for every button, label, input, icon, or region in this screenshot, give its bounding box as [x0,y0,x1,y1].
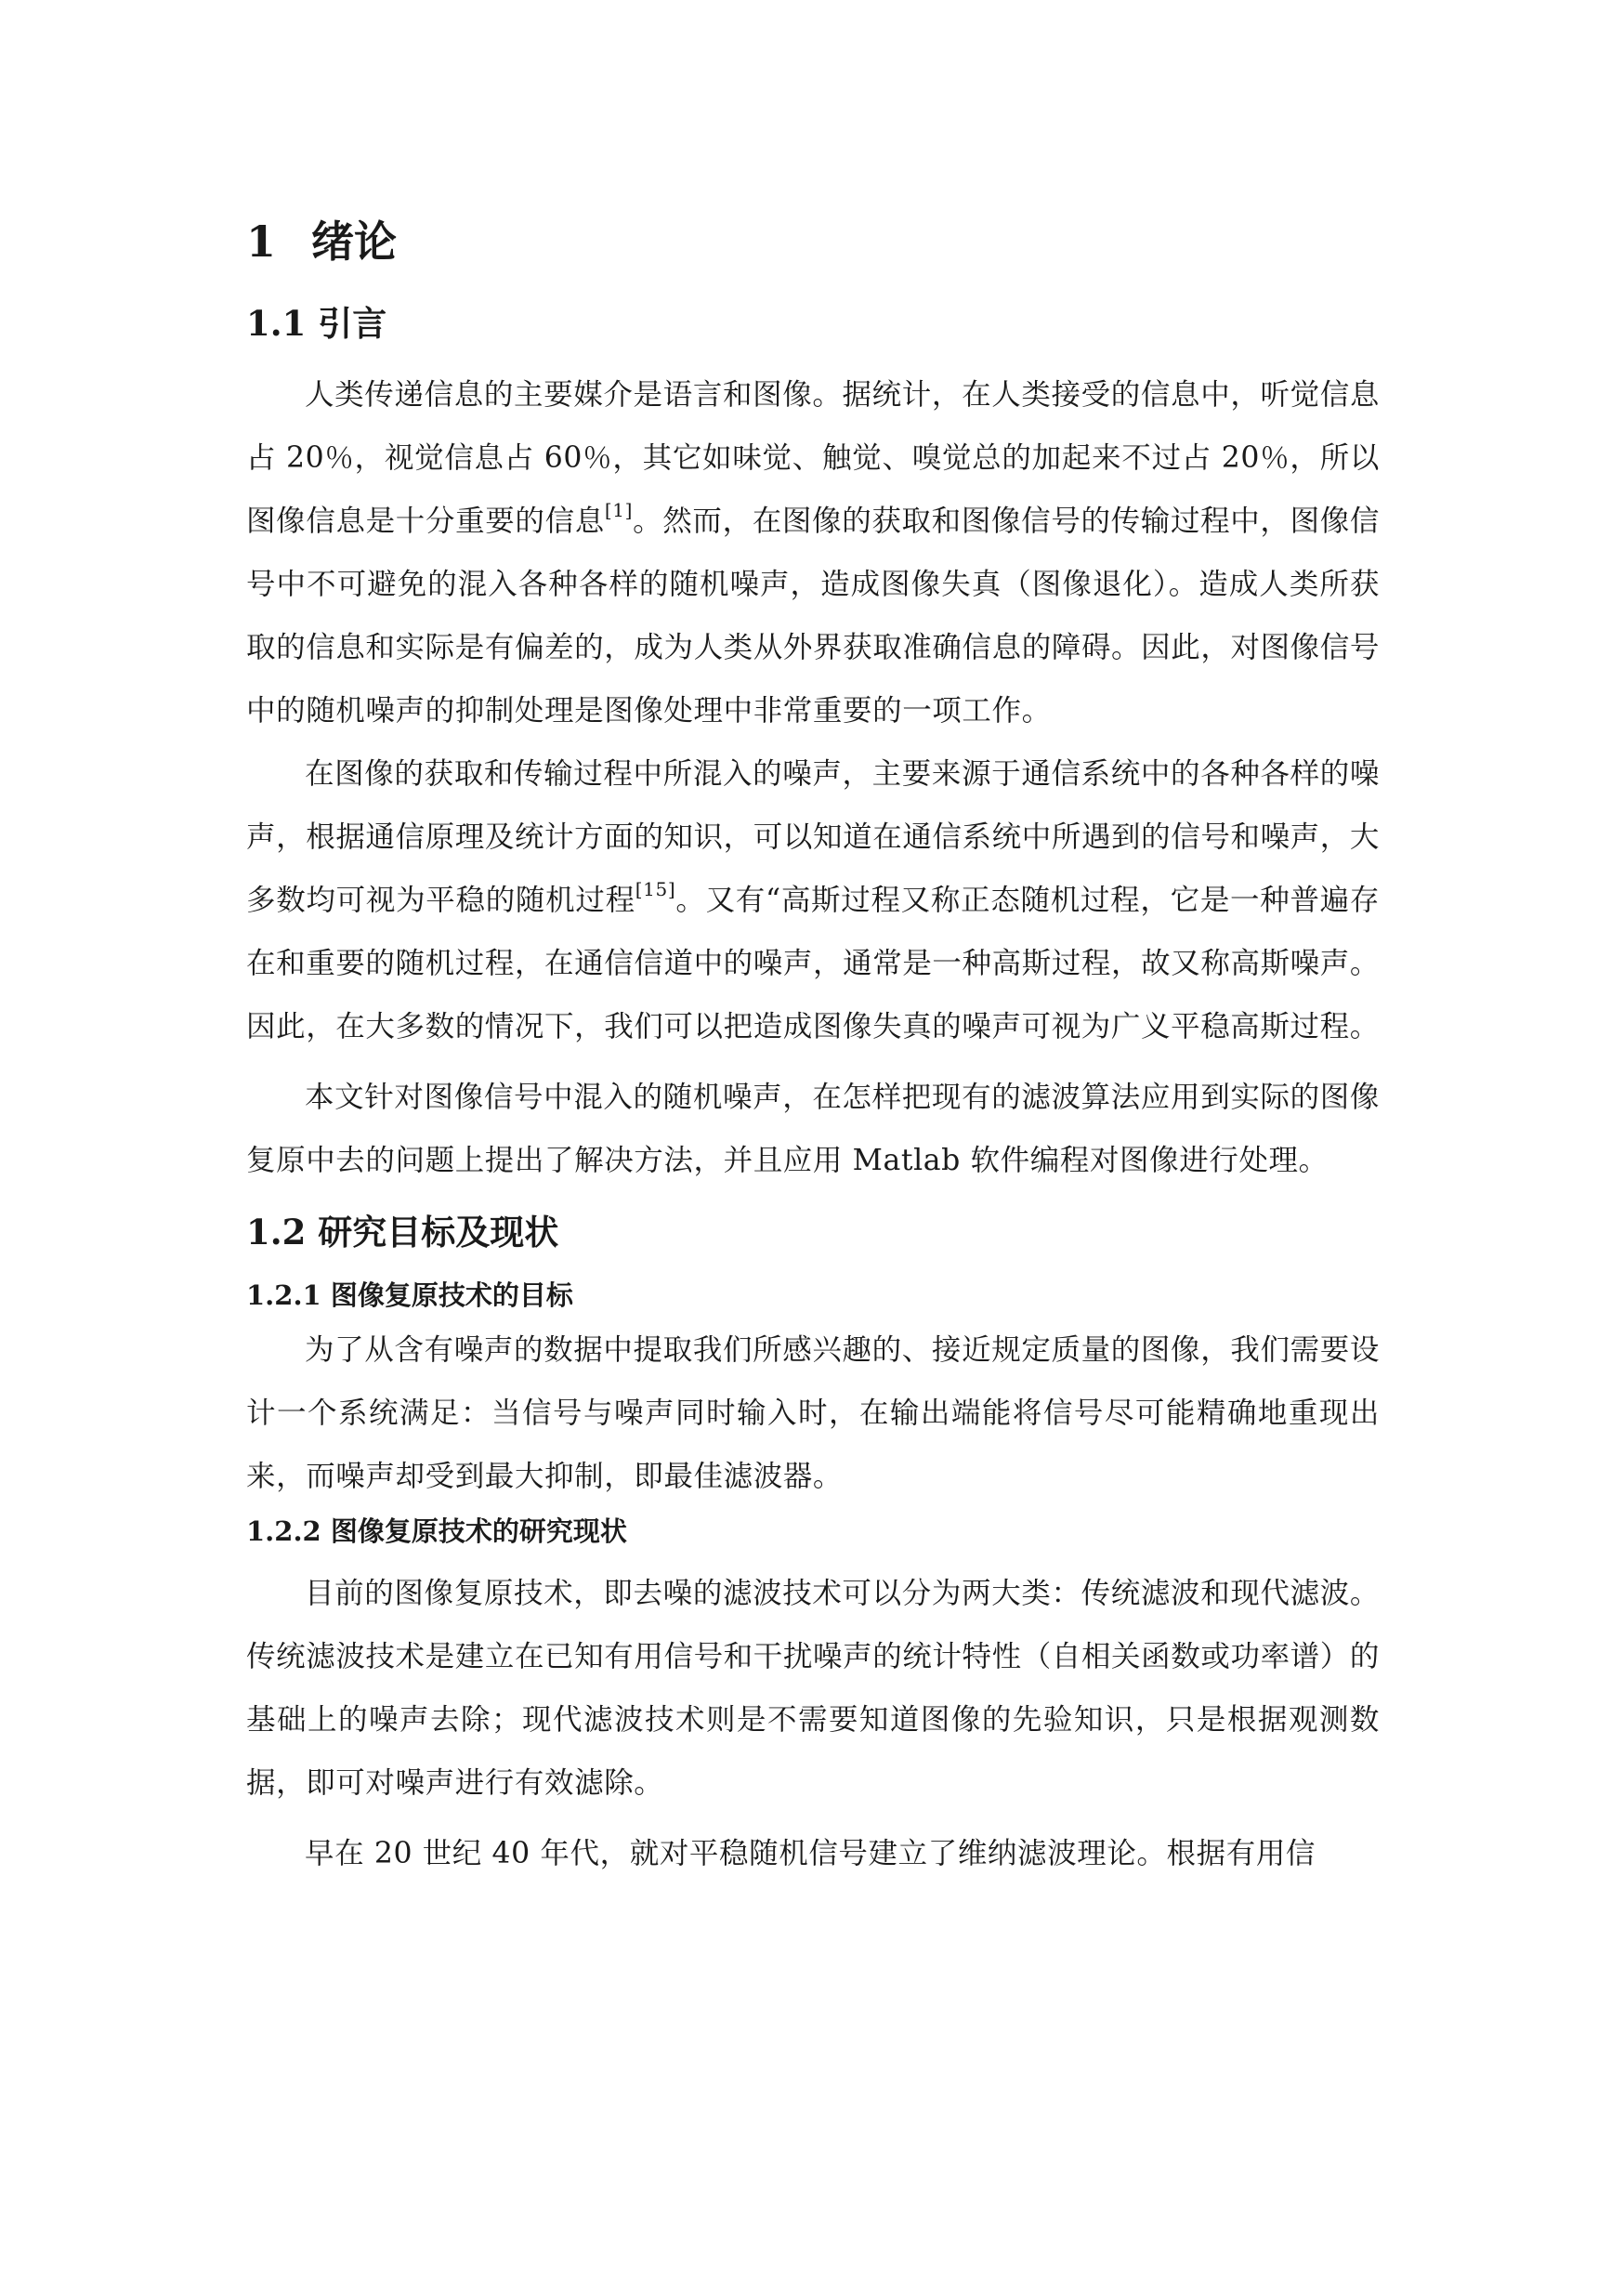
section-heading-1-2: 1.2 研究目标及现状 [246,1212,559,1252]
citation: [1] [604,499,634,521]
paragraph: 早在 20 世纪 40 年代，就对平稳随机信号建立了维纳滤波理论。根据有用信 [305,1837,1316,1870]
paragraph: 人类传递信息的主要媒介是语言和图像。据统计，在人类接受的信息中，听觉信息占 20％，视觉信息占 60％，其它如味觉、触觉、嗅觉总的加起来不过占 20％，所以图像信息是十分重要的信息[1]。然而，在图像的获取和图像信号的传输过程中，图像信号中不可避免的混入各种各样的随机噪声，造成图像失真（图像退化）。造成人类所获取的信息和实际是有偏差的，成为人类从外界获取准确信息的障碍。因此，对图像信号中的随机噪声的抑制处理是图像处理中非常重要的一项工作。 [246,378,1380,728]
chapter-title: 绪论 [311,216,397,267]
paragraph: 在图像的获取和传输过程中所混入的噪声，主要来源于通信系统中的各种各样的噪声，根据通信原理及统计方面的知识，可以知道在通信系统中所遇到的信号和噪声，大多数均可视为平稳的随机过程[15]。又有“高斯过程又称正态随机过程，它是一种普遍存在和重要的随机过程，在通信信道中的噪声，通常是一种高斯过程，故又称高斯噪声。因此，在大多数的情况下，我们可以把造成图像失真的噪声可视为广义平稳高斯过程。 [246,757,1380,1043]
section-heading-1-1: 1.1 引言 [246,303,387,344]
paragraph: 目前的图像复原技术，即去噪的滤波技术可以分为两大类：传统滤波和现代滤波。传统滤波技术是建立在已知有用信号和干扰噪声的统计特性（自相关函数或功率谱）的基础上的噪声去除；现代滤波技术则是不需要知道图像的先验知识，只是根据观测数据，即可对噪声进行有效滤除。 [246,1577,1380,1800]
document-page [246,209,1380,1885]
paragraph: 为了从含有噪声的数据中提取我们所感兴趣的、接近规定质量的图像，我们需要设计一个系统满足：当信号与噪声同时输入时，在输出端能将信号尽可能精确地重现出来，而噪声却受到最大抑制，即最佳滤波器。 [246,1333,1380,1493]
paragraph: 本文针对图像信号中混入的随机噪声，在怎样把现有的滤波算法应用到实际的图像复原中去的问题上提出了解决方法，并且应用 Matlab 软件编程对图像进行处理。 [246,1081,1380,1177]
subsection-heading-1-2-1: 1.2.1 图像复原技术的目标 [246,1279,573,1311]
chapter-number: 1 [246,216,277,267]
subsection-heading-1-2-2: 1.2.2 图像复原技术的研究现状 [246,1515,627,1547]
chapter-heading [246,209,1380,274]
citation: [15] [635,878,676,900]
